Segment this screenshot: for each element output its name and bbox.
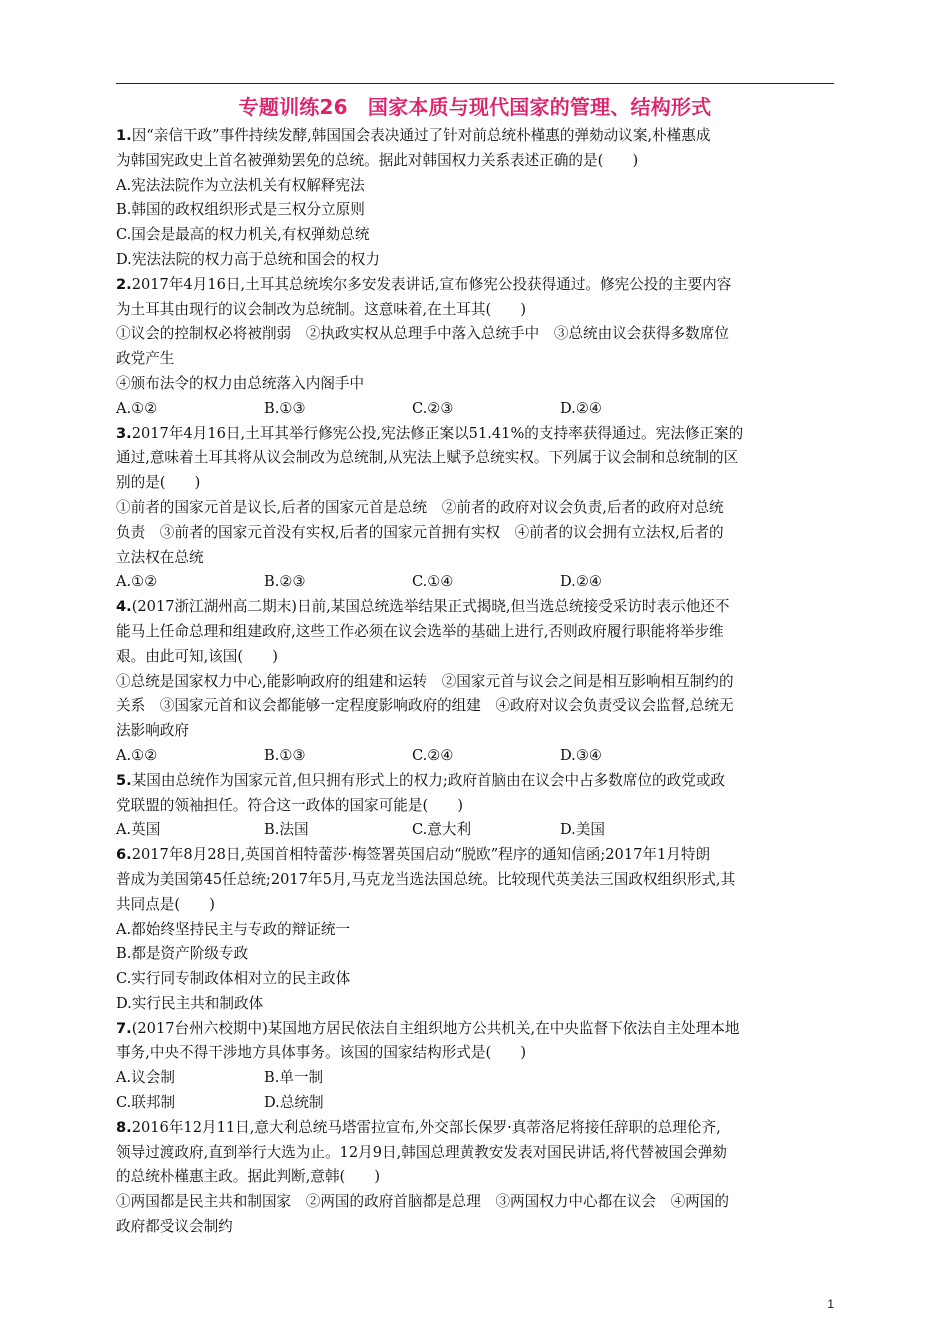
question-number: 1. [116, 127, 132, 144]
question-stem: 2017年8月28日,英国首相特蕾莎·梅签署英国启动“脱欧”程序的通知信函;2017年1月特朗 [131, 846, 711, 864]
option-a: A.宪法法院作为立法机关有权解释宪法 [116, 176, 365, 194]
question-stem: 别的是( ) [116, 474, 201, 492]
question-1 [116, 124, 838, 273]
question-stem: 共同点是( ) [116, 895, 215, 913]
question-3 [116, 422, 838, 596]
question-number: 7. [116, 1019, 132, 1037]
options-row [116, 818, 838, 843]
statement-line: ①两国都是民主共和制国家 ②两国的政府首脑都是总理 ③两国权力中心都在议会 ④两国的 [116, 1193, 729, 1211]
question-stem: 能马上任命总理和组建政府,这些工作必须在议会选举的基础上进行,否则政府履行职能将举步维 [116, 622, 724, 640]
option-b: B.②③ [264, 573, 306, 591]
page-number: 1 [827, 1297, 834, 1311]
question-stem: 事务,中央不得干涉地方具体事务。该国的国家结构形式是( ) [116, 1044, 527, 1062]
options-row [116, 1066, 838, 1091]
option-c: C.①④ [412, 573, 454, 591]
option-a: A.①② [116, 746, 158, 764]
options-row [116, 397, 838, 422]
options-row [116, 1091, 838, 1116]
option-a: A.①② [116, 399, 158, 417]
option-a: A.议会制 [116, 1069, 175, 1087]
question-stem: 为土耳其由现行的议会制改为总统制。这意味着,在土耳其( ) [116, 300, 527, 318]
option-b: B.单一制 [264, 1069, 324, 1087]
statement-line: 政府都受议会制约 [116, 1218, 233, 1236]
option-a: A.①② [116, 573, 158, 591]
question-stem: 普成为美国第45任总统;2017年5月,马克龙当选法国总统。比较现代英美法三国政权组织形式,其 [116, 870, 736, 888]
option-b: B.法国 [264, 821, 309, 839]
statement-line: 政党产生 [116, 350, 175, 368]
statement-line: ④颁布法令的权力由总统落入内阁手中 [116, 374, 365, 392]
question-number: 6. [116, 846, 132, 864]
question-stem: (2017台州六校期中)某国地方居民依法自主组织地方公共机关,在中央监督下依法自主处理本地 [131, 1019, 740, 1037]
options-row [116, 744, 838, 769]
option-c: C.②③ [412, 399, 454, 417]
option-d: D.③④ [560, 746, 602, 764]
statement-line: 法影响政府 [116, 722, 189, 740]
question-stem: 2016年12月11日,意大利总统马塔雷拉宣布,外交部长保罗·真蒂洛尼将接任辞职的总理伦齐, [131, 1118, 721, 1136]
question-stem: 领导过渡政府,直到举行大选为止。12月9日,韩国总理黄教安发表对国民讲话,将代替被国会弹劾 [116, 1143, 727, 1161]
option-c: C.意大利 [412, 821, 472, 839]
statement-line: 立法权在总统 [116, 548, 204, 566]
option-c: C.实行同专制政体相对立的民主政体 [116, 970, 351, 988]
option-c: C.国会是最高的权力机关,有权弹劾总统 [116, 226, 370, 244]
statement-line: 负责 ③前者的国家元首没有实权,后者的国家元首拥有实权 ④前者的议会拥有立法权,后者的 [116, 523, 724, 541]
option-b: B.都是资产阶级专政 [116, 945, 249, 963]
question-2 [116, 273, 838, 422]
question-stem: 某国由总统作为国家元首,但只拥有形式上的权力;政府首脑由在议会中占多数席位的政党或政 [131, 771, 726, 789]
question-stem: 2017年4月16日,土耳其总统埃尔多安发表讲话,宣布修宪公投获得通过。修宪公投的主要内容 [131, 275, 732, 293]
option-d: D.②④ [560, 573, 602, 591]
option-b: B.韩国的政权组织形式是三权分立原则 [116, 201, 365, 219]
option-b: B.①③ [264, 746, 306, 764]
option-d: D.总统制 [264, 1094, 324, 1112]
question-stem: 2017年4月16日,土耳其举行修宪公投,宪法修正案以51.41%的支持率获得通过。宪法修正案的 [131, 424, 744, 442]
option-d: D.宪法法院的权力高于总统和国会的权力 [116, 250, 380, 268]
option-c: C.②④ [412, 746, 454, 764]
question-stem: 因“亲信干政”事件持续发酵,韩国国会表决通过了针对前总统朴槿惠的弹劾动议案,朴槿惠成 [131, 127, 711, 144]
question-stem: 艰。由此可知,该国( ) [116, 647, 278, 665]
page-title: 专题训练26 国家本质与现代国家的管理、结构形式 [238, 95, 712, 119]
statement-line: ①前者的国家元首是议长,后者的国家元首是总统 ②前者的政府对议会负责,后者的政府对总统 [116, 498, 724, 516]
option-c: C.联邦制 [116, 1094, 176, 1112]
option-b: B.①③ [264, 399, 306, 417]
options-row [116, 570, 838, 595]
question-number: 4. [116, 598, 132, 616]
question-stem: (2017浙江湖州高二期末)日前,某国总统选举结果正式揭晓,但当选总统接受采访时表示他还不 [131, 598, 730, 616]
option-d: D.实行民主共和制政体 [116, 994, 264, 1012]
question-list [116, 124, 838, 1240]
statement-line: ①议会的控制权必将被削弱 ②执政实权从总理手中落入总统手中 ③总统由议会获得多数席位 [116, 325, 729, 343]
question-stem: 通过,意味着土耳其将从议会制改为总统制,从宪法上赋予总统实权。下列属于议会制和总统制的区 [116, 449, 739, 467]
question-4 [116, 595, 838, 769]
question-stem: 为韩国宪政史上首名被弹劾罢免的总统。据此对韩国权力关系表述正确的是( ) [116, 151, 639, 169]
question-6 [116, 843, 838, 1017]
option-a: A.都始终坚持民主与专政的辩证统一 [116, 920, 351, 938]
option-d: D.②④ [560, 399, 602, 417]
statement-line: 关系 ③国家元首和议会都能够一定程度影响政府的组建 ④政府对议会负责受议会监督,总统无 [116, 697, 734, 715]
question-number: 5. [116, 771, 132, 789]
header-rule [116, 83, 834, 84]
option-d: D.美国 [560, 821, 606, 839]
question-8 [116, 1116, 838, 1240]
option-a: A.英国 [116, 821, 161, 839]
statement-line: ①总统是国家权力中心,能影响政府的组建和运转 ②国家元首与议会之间是相互影响相互制约的 [116, 672, 734, 690]
question-number: 3. [116, 424, 132, 442]
question-number: 8. [116, 1118, 132, 1136]
question-stem: 的总统朴槿惠主政。据此判断,意韩( ) [116, 1168, 381, 1186]
question-5 [116, 769, 838, 843]
question-number: 2. [116, 275, 132, 293]
question-stem: 党联盟的领袖担任。符合这一政体的国家可能是( ) [116, 796, 464, 814]
question-7 [116, 1017, 838, 1116]
